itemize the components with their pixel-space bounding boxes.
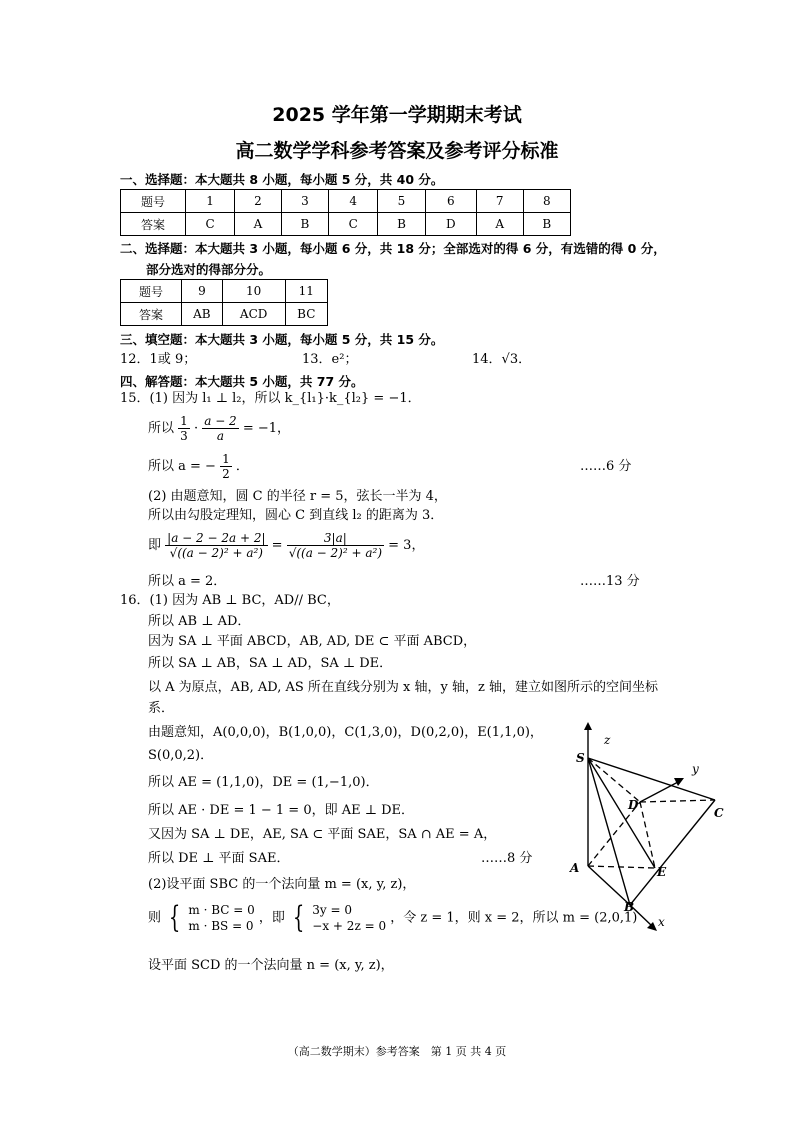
table-cell: 8 <box>523 190 570 213</box>
table-cell: BC <box>285 303 327 326</box>
q16-line-2: 所以 AB ⊥ AD． <box>148 614 251 629</box>
table-row <box>121 190 571 213</box>
q15-line-3: 所以 a = − $\frac{1}{2}$ ． <box>148 452 249 481</box>
table-cell: 4 <box>329 190 378 213</box>
table-cell: 2 <box>235 190 282 213</box>
z-axis-arrow <box>584 722 592 730</box>
section2-answer-table <box>120 279 328 326</box>
table-cell: 5 <box>378 190 425 213</box>
label-y: y <box>692 762 699 776</box>
pyramid-figure <box>560 720 740 935</box>
q16-line-9: 所以 AE = (1,1,0)，DE = (1,−1,0)． <box>148 775 379 790</box>
q15-line-1: 15．(1) 因为 l₁ ⊥ l₂，所以 k_{l₁}·k_{l₂} = −1． <box>120 391 421 406</box>
table-cell: C <box>329 213 378 236</box>
equation-system: m · BC = 0 m · BS = 0 <box>188 903 255 933</box>
q16-score-1: ……8 分 <box>481 851 533 866</box>
table-cell: B <box>378 213 425 236</box>
label-D: D <box>628 798 639 812</box>
fraction: $\frac{1}{2}$ <box>222 452 230 481</box>
y-axis-arrow <box>674 778 684 786</box>
label-x: x <box>658 915 665 929</box>
fraction: $\frac{3|a|}{\text{√((a − 2)² + a²)}}$ <box>288 531 383 560</box>
q15-score-1: ……6 分 <box>580 459 632 474</box>
table-cell: 1 <box>186 190 235 213</box>
table-row <box>121 303 328 326</box>
q16-line-4: 所以 SA ⊥ AB，SA ⊥ AD，SA ⊥ DE． <box>148 656 393 671</box>
answer-12: 12．1或 9； <box>120 352 197 367</box>
table-cell: D <box>425 213 476 236</box>
section4-heading: 四、解答题：本大题共 5 小题，共 77 分。 <box>120 374 364 389</box>
table-cell: AB <box>182 303 223 326</box>
q16-line-15: 设平面 SCD 的一个法向量 n = (x, y, z)， <box>148 958 394 973</box>
section2-heading: 二、选择题：本大题共 3 小题，每小题 6 分，共 18 分；全部选对的得 6 分，有选错的得 0 分， <box>120 241 666 256</box>
edge-SE <box>588 758 655 868</box>
table-cell: ACD <box>222 303 285 326</box>
fraction: $\frac{|a - 2 - 2a + 2|}{\text{√((a − 2)² + a²)}}$ <box>167 531 266 560</box>
q16-line-1: 16．(1) 因为 AB ⊥ BC，AD// BC， <box>120 593 340 608</box>
section2-heading-cont: 部分选对的得部分分。 <box>146 262 272 277</box>
q16-line-6: 系． <box>148 701 175 716</box>
table-row <box>121 213 571 236</box>
edge-SD <box>588 758 640 802</box>
label-B: B <box>624 900 635 914</box>
fraction: $\frac{1}{3}$ <box>180 414 188 443</box>
q15-line-4: (2) 由题意知，圆 C 的半径 r = 5，弦长一半为 4， <box>148 489 447 504</box>
table-answer-label: 答案 <box>121 213 186 236</box>
edge-AE <box>588 866 655 868</box>
table-cell: 6 <box>425 190 476 213</box>
q16-line-13: (2)设平面 SBC 的一个法向量 m = (x, y, z)， <box>148 877 416 892</box>
table-cell: A <box>476 213 523 236</box>
q15-line-6: 即 $\frac{|a - 2 - 2a + 2|}{\text{√((a − 2)² + a²)}}$ = $\frac{3|a|}{\text{√((a − 2)² + a²)}}$ = 3， <box>148 531 425 560</box>
q16-line-12: 所以 DE ⊥ 平面 SAE． <box>148 851 290 866</box>
q15-line-7: 所以 a = 2． <box>148 574 227 589</box>
table-header-label: 题号 <box>121 280 182 303</box>
edge-DE <box>640 802 655 868</box>
fraction: $\frac{a - 2}{a}$ <box>204 414 237 443</box>
table-answer-label: 答案 <box>121 303 182 326</box>
section1-heading: 一、选择题：本大题共 8 小题，每小题 5 分，共 40 分。 <box>120 172 444 187</box>
label-E: E <box>657 865 667 879</box>
table-cell: 7 <box>476 190 523 213</box>
label-C: C <box>714 806 724 820</box>
title-line-2: 高二数学学科参考答案及参考评分标准 <box>235 140 559 162</box>
q16-line-7: 由题意知，A(0,0,0)，B(1,0,0)，C(1,3,0)，D(0,2,0)，E(1,1,0)， <box>148 725 543 740</box>
edge-DC <box>640 800 715 802</box>
label-A: A <box>570 861 580 875</box>
answer-13: 13．e²； <box>302 352 358 367</box>
brace-icon: { <box>292 900 305 935</box>
q16-line-11: 又因为 SA ⊥ DE，AE, SA ⊂ 平面 SAE，SA ∩ AE = A， <box>148 827 497 842</box>
title-line-1: 2025 学年第一学期期末考试 <box>272 104 522 126</box>
table-cell: C <box>186 213 235 236</box>
table-cell: 9 <box>182 280 223 303</box>
q16-line-14: 则 { m · BC = 0 m · BS = 0 ，即 { 3y = 0 −x + 2z = 0 ，令 z = 1，则 x = 2，所以 m = (2,0,1) <box>148 900 638 935</box>
y-axis <box>640 782 678 802</box>
table-cell: A <box>235 213 282 236</box>
q15-line-2: 所以 $\frac{1}{3}$ · $\frac{a - 2}{a}$ = −1， <box>148 414 291 443</box>
table-cell: 3 <box>281 190 328 213</box>
q16-line-3: 因为 SA ⊥ 平面 ABCD，AB, AD, DE ⊂ 平面 ABCD， <box>148 634 477 649</box>
table-cell: B <box>281 213 328 236</box>
q16-line-5: 以 A 为原点，AB, AD, AS 所在直线分别为 x 轴，y 轴，z 轴，建立如图所示的空间坐标 <box>148 680 658 695</box>
q16-line-8: S(0,0,2)． <box>148 748 214 763</box>
equation-system: 3y = 0 −x + 2z = 0 <box>312 903 387 933</box>
section3-heading: 三、填空题：本大题共 3 小题，每小题 5 分，共 15 分。 <box>120 332 444 347</box>
q15-score-2: ……13 分 <box>580 574 640 589</box>
brace-icon: { <box>168 900 181 935</box>
table-cell: 10 <box>222 280 285 303</box>
answer-14: 14．√3． <box>472 352 532 367</box>
label-z: z <box>604 733 611 747</box>
edge-SB <box>588 758 630 905</box>
table-cell: 11 <box>285 280 327 303</box>
q16-line-10: 所以 AE · DE = 1 − 1 = 0，即 AE ⊥ DE． <box>148 803 415 818</box>
label-S: S <box>576 751 585 765</box>
table-cell: B <box>523 213 570 236</box>
table-header-label: 题号 <box>121 190 186 213</box>
page-footer: （高二数学期末）参考答案 第 1 页 共 4 页 <box>287 1045 507 1058</box>
q15-line-5: 所以由勾股定理知，圆心 C 到直线 l₂ 的距离为 3． <box>148 508 444 523</box>
table-row <box>121 280 328 303</box>
section1-answer-table <box>120 189 571 236</box>
